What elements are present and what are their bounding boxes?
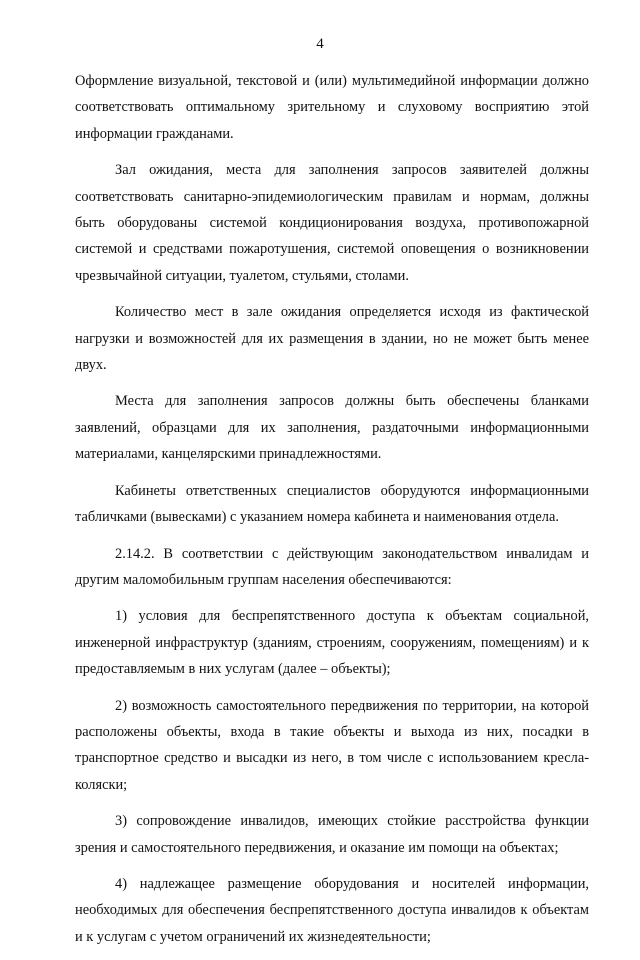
- list-item-4: 4) надлежащее размещение оборудования и носителей информации, необходимых для обеспечения беспрепятственного доступа инвалидов к объектам и к услугам с учетом ограничений их жизнедеятельности;: [75, 875, 589, 945]
- paragraph-section-2-14-2: 2.14.2. В соответствии с действующим законодательством инвалидам и другим маломобильным группам населения обеспечиваются:: [75, 545, 589, 588]
- paragraph-forms-places: Места для заполнения запросов должны быть обеспечены бланками заявлений, образцами для их заполнения, раздаточными информационными материалами, канцелярскими принадлежностями.: [75, 393, 589, 463]
- list-item-1: 1) условия для беспрепятственного доступа к объектам социальной, инженерной инфраструктур (зданиям, строениям, сооружениям, помещениям) и к предоставляемым в них услугам (далее – объекты);: [75, 608, 589, 678]
- page-number: 4: [316, 36, 324, 52]
- paragraph-waiting-hall: Зал ожидания, места для заполнения запросов заявителей должны соответствовать санитарно-эпидемиологическим правилам и нормам, должны быть оборудованы системой кондиционирования воздуха, противопожарной системой и средствами пожаротушения, системой оповещения о возникновении чрезвычайной ситуации, туалетом, стульями, столами.: [75, 162, 589, 284]
- paragraph-seats-count: Количество мест в зале ожидания определяется исходя из фактической нагрузки и возможностей для их размещения в здании, но не может быть менее двух.: [75, 304, 589, 374]
- paragraph-information-design: Оформление визуальной, текстовой и (или) мультимедийной информации должно соответствовать оптимальному зрительному и слуховому восприятию этой информации гражданами.: [75, 73, 589, 142]
- list-item-3: 3) сопровождение инвалидов, имеющих стойкие расстройства функции зрения и самостоятельного передвижения, и оказание им помощи на объектах;: [75, 813, 589, 856]
- list-item-2: 2) возможность самостоятельного передвижения по территории, на которой расположены объекты, входа в такие объекты и выхода из них, посадки в транспортное средство и высадки из него, в том числе с использованием кресла-коляски;: [75, 697, 589, 793]
- paragraph-office-signs: Кабинеты ответственных специалистов оборудуются информационными табличками (вывесками) с указанием номера кабинета и наименования отдела.: [75, 482, 589, 526]
- document-body: [75, 68, 589, 960]
